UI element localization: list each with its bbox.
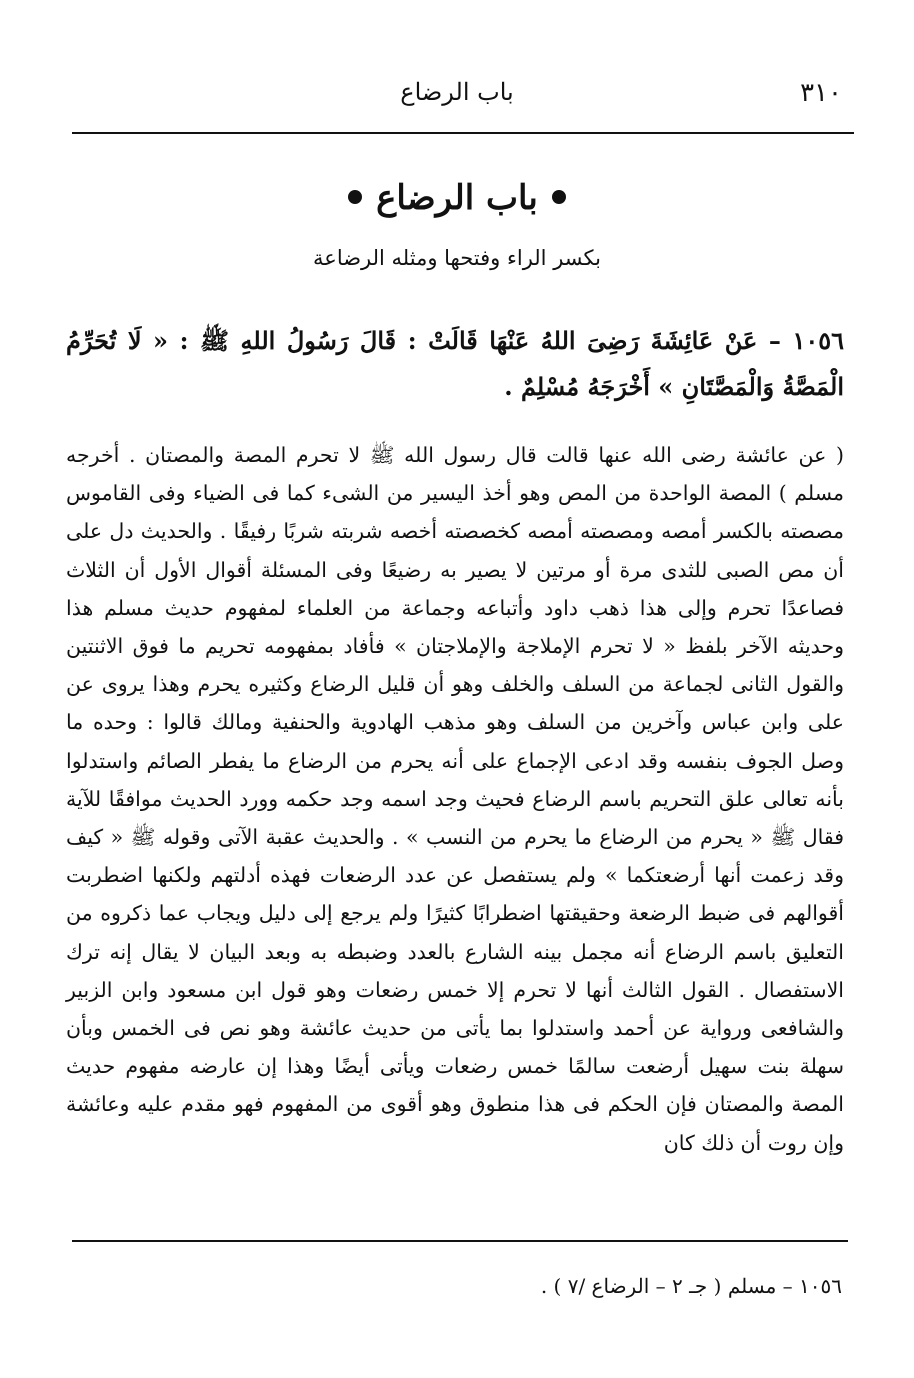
running-header-title: باب الرضاع <box>400 78 514 106</box>
bullet-icon <box>552 190 566 204</box>
running-header <box>72 72 842 132</box>
page-number: ٣١٠ <box>800 78 842 108</box>
bullet-icon <box>348 190 362 204</box>
footnote-divider <box>72 1240 848 1242</box>
header-divider <box>72 132 854 134</box>
footnote: ١٠٥٦ – مسلم ( جـ ٢ – الرضاع /٧ ) . <box>540 1274 842 1298</box>
chapter-heading <box>0 178 914 218</box>
hadith-text: ١٠٥٦ – عَنْ عَائِشَةَ رَضِىَ اللهُ عَنْهَا قَالَتْ : قَالَ رَسُولُ اللهِ ﷺ : « لَا تُحَرِّمُ الْمَصَّةُ وَالْمَصَّتَانِ » أَخْرَجَهُ مُسْلِمٌ . <box>66 326 844 401</box>
commentary-text: ( عن عائشة رضى الله عنها قالت قال رسول الله ﷺ لا تحرم المصة والمصتان . أخرجه مسلم ) المصة الواحدة من المص وهو أخذ اليسير من الشىء كما فى الضياء وفى القاموس مصصته بالكسر أمصه ومصصته أمصه كخصصته أخصه شربته شربًا رفيقًا . والحديث دل على أن مص الصبى للثدى مرة أو مرتين لا يصير به رضيعًا وفى المسئلة أقوال الأول أن الثلاث فصاعدًا تحرم وإلى هذا ذهب داود وأتباعه وجماعة من العلماء لمفهوم حديث مسلم هذا وحديثه الآخر بلفظ « لا تحرم الإملاجة والإملاجتان » فأفاد بمفهومه تحريم ما فوق الاثنتين والقول الثانى لجماعة من السلف والخلف وهو أن قليل الرضاع وكثيره يحرم وهذا يروى عن على وابن عباس وآخرين من السلف وهو مذهب الهادوية والحنفية ومالك قالوا : وحده ما وصل الجوف بنفسه وقد ادعى الإجماع على أنه يحرم من الرضاع ما يفطر الصائم واستدلوا بأنه تعالى علق التحريم باسم الرضاع فحيث وجد اسمه وجد حكمه وورد الحديث موافقًا للآية فقال ﷺ « يحرم من الرضاع ما يحرم من النسب » . والحديث عقبة الآتى وقوله ﷺ « كيف وقد زعمت أنها أرضعتكما » ولم يستفصل عن عدد الرضعات فهذه أدلتهم ولكنها اضطربت أقوالهم فى ضبط الرضعة وحقيقتها اضطرابًا كثيرًا ولم يرجع إلى دليل ويجاب عما ذكروه من التعليق باسم الرضاع أنه مجمل بينه الشارع بالعدد وضبطه به وبعد البيان لا يقال إنه ترك الاستفصال . القول الثالث أنها لا تحرم إلا خمس رضعات وهو قول ابن مسعود وابن الزبير والشافعى ورواية عن أحمد واستدلوا بما يأتى من حديث عائشة وهو نص فى الخمس وبأن سهلة بنت سهيل أرضعت سالمًا خمس رضعات ويأتى أيضًا وهذا إن عارضه مفهوم حديث المصة والمصتان فإن الحكم فى هذا منطوق وهو أقوى من المفهوم فهو مقدم عليه وعائشة وإن روت أن ذلك كان <box>66 443 844 1155</box>
chapter-subtitle: بكسر الراء وفتحها ومثله الرضاعة <box>313 246 601 270</box>
chapter-title: باب الرضاع <box>376 178 538 218</box>
